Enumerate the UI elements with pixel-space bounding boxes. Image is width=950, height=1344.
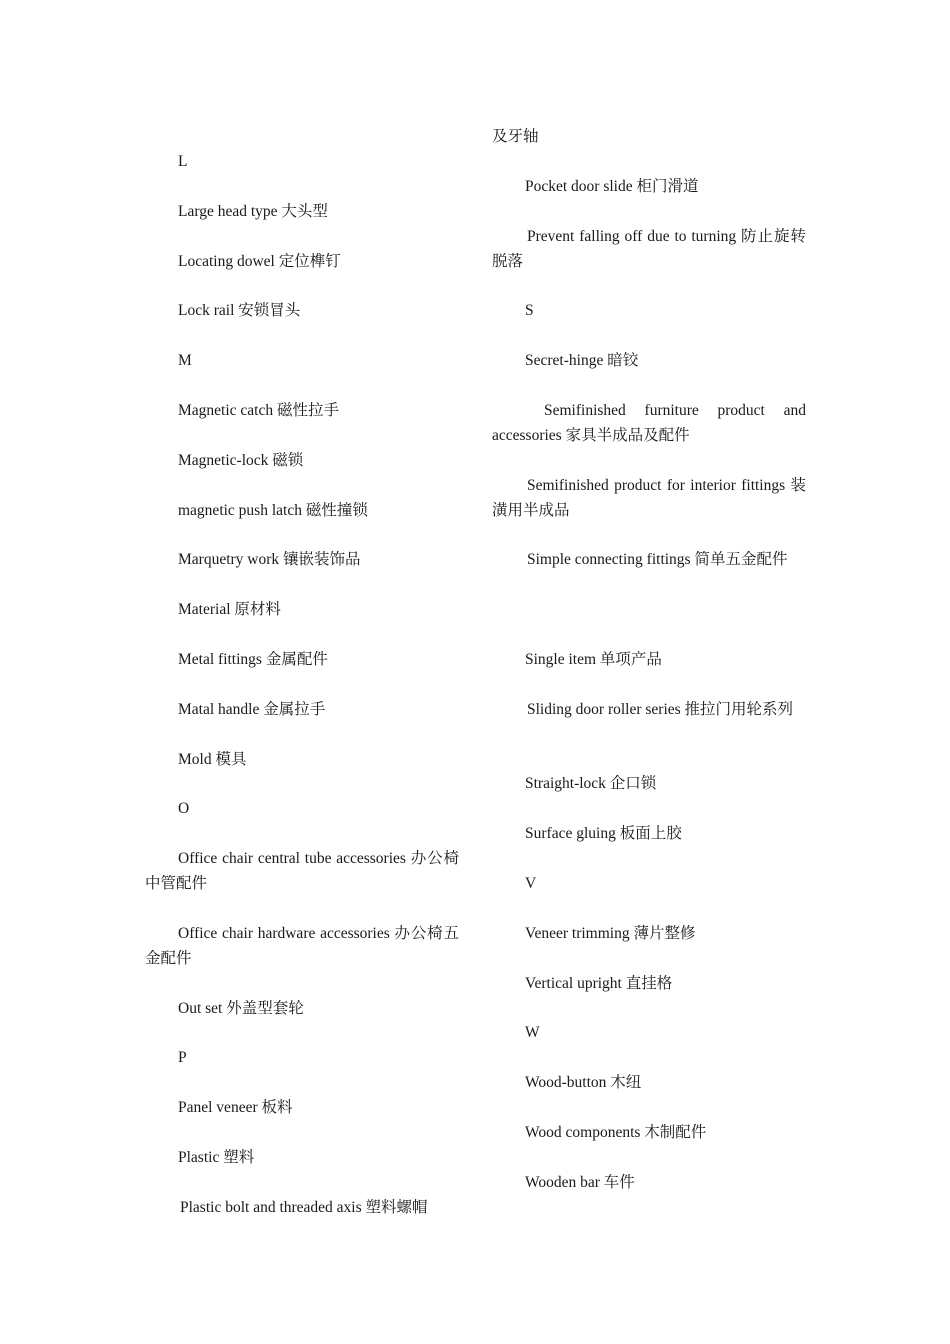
section-letter-s: S — [525, 302, 534, 319]
glossary-entry: Wood-button 木纽 — [525, 1074, 642, 1091]
glossary-entry: Magnetic catch 磁性拉手 — [178, 402, 339, 419]
glossary-entry: Out set 外盖型套轮 — [178, 1000, 304, 1017]
glossary-entry: Locating dowel 定位榫钉 — [178, 253, 341, 270]
glossary-entry: Plastic 塑料 — [178, 1149, 255, 1166]
glossary-entry: Matal handle 金属拉手 — [178, 701, 326, 718]
glossary-entry: Sliding door roller series 推拉门用轮系列 — [527, 701, 794, 718]
glossary-entry: Semifinished furniture product and accessories 家具半成品及配件 — [492, 402, 806, 444]
glossary-entry: Secret-hinge 暗铰 — [525, 352, 639, 369]
glossary-entry: Office chair hardware accessories 办公椅五金配件 — [145, 925, 459, 967]
section-letter-v: V — [525, 875, 537, 892]
glossary-entry: Panel veneer 板料 — [178, 1099, 293, 1116]
glossary-entry: Mold 模具 — [178, 751, 247, 768]
glossary-entry: Lock rail 安锁冒头 — [178, 302, 301, 319]
glossary-entry: Large head type 大头型 — [178, 203, 328, 220]
glossary-entry: Straight-lock 企口锁 — [525, 775, 657, 792]
glossary-entry: Magnetic-lock 磁锁 — [178, 452, 304, 469]
glossary-entry: Surface gluing 板面上胶 — [525, 825, 682, 842]
glossary-entry: Pocket door slide 柜门滑道 — [525, 178, 699, 195]
glossary-entry: Veneer trimming 薄片整修 — [525, 925, 696, 942]
glossary-entry: Metal fittings 金属配件 — [178, 651, 328, 668]
glossary-entry: Marquetry work 镶嵌装饰品 — [178, 551, 361, 568]
section-letter-m: M — [178, 352, 192, 369]
glossary-entry: Prevent falling off due to turning 防止旋转脱落 — [492, 228, 806, 270]
glossary-entry: Wooden bar 车件 — [525, 1174, 635, 1191]
glossary-entry: Wood components 木制配件 — [525, 1124, 707, 1141]
glossary-entry: magnetic push latch 磁性撞锁 — [178, 502, 368, 519]
section-letter-l: L — [178, 153, 188, 170]
section-letter-p: P — [178, 1049, 187, 1066]
section-letter-o: O — [178, 800, 190, 817]
glossary-entry: Single item 单项产品 — [525, 651, 662, 668]
glossary-entry: Office chair central tube accessories 办公椅中管配件 — [145, 850, 459, 892]
section-letter-w: W — [525, 1024, 540, 1041]
glossary-entry: Simple connecting fittings 简单五金配件 — [527, 551, 788, 568]
glossary-entry: Semifinished product for interior fittings 装潢用半成品 — [492, 477, 806, 519]
glossary-entry: Plastic bolt and threaded axis 塑料螺帽 — [180, 1199, 428, 1216]
glossary-entry: Vertical upright 直挂格 — [525, 975, 673, 992]
glossary-entry: Material 原材料 — [178, 601, 281, 618]
glossary-entry-continuation: 及牙轴 — [492, 128, 539, 145]
